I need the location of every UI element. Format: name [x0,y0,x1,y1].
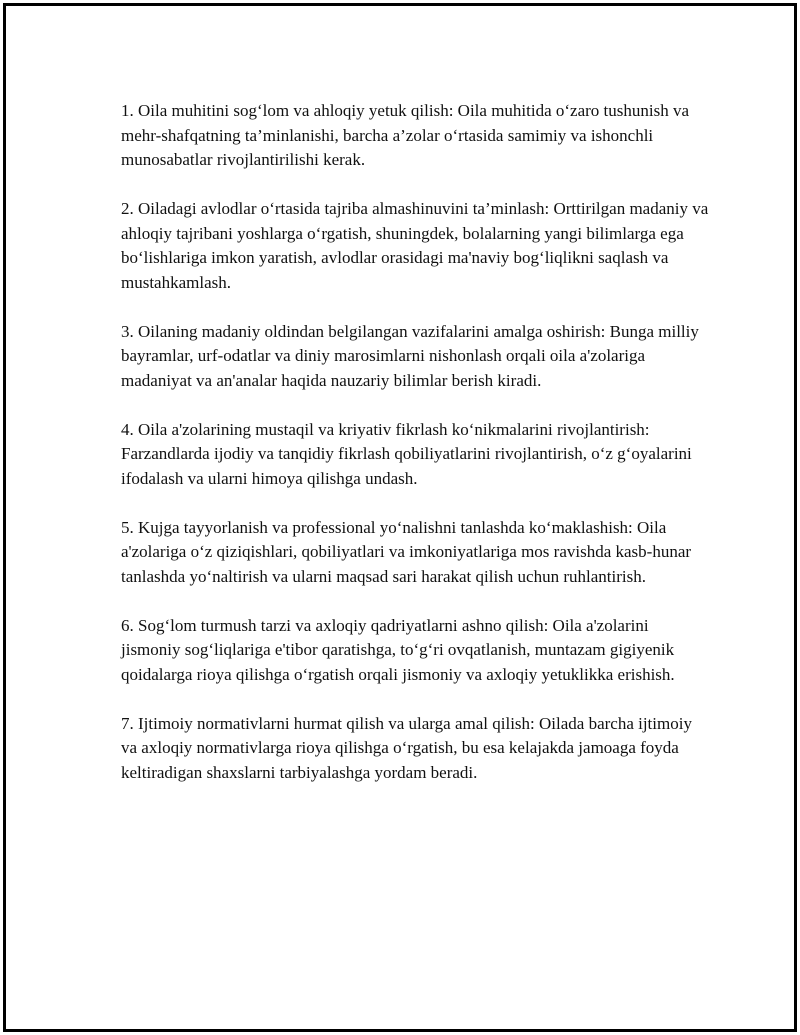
list-item: 4. Oila a'zolarining mustaqil va kriyativ fikrlash ko‘nikmalarini rivojlantirish: Farzandlarda ijodiy va tanqidiy fikrlash qobiliyatlarini rivojlantirish, o‘z g‘oyalarini ifodalash va ularni himoya qilishga undash. [121,419,692,488]
list-item: 1. Oila muhitini sog‘lom va ahloqiy yetuk qilish: Oila muhitida o‘zaro tushunish va mehr-shafqatning ta’minlanishi, barcha a’zolar o‘rtasida samimiy va ishonchli munosabatlar rivojlantirilishi kerak. [121,101,690,169]
list-item: 7. Ijtimoiy normativlarni hurmat qilish va ularga amal qilish: Oilada barcha ijtimoiy va axloqiy normativlarga rioya qilishga o‘rgatish, bu esa kelajakda jamoaga foyda keltiradigan shaxslarni tarbiyalashga yordam beradi. [121,713,692,782]
list-item: 6. Sog‘lom turmush tarzi va axloqiy qadriyatlarni ashno qilish: Oila a'zolarini jismoniy sog‘liqlariga e'tibor qaratishga, to‘g‘ri ovqatlanish, muntazam gigiyenik qoidalarga rioya qilishga o‘rgatish orqali jismoniy va axloqiy yetuklikka erishish. [121,615,675,684]
list-item: 2. Oiladagi avlodlar o‘rtasida tajriba almashinuvini ta’minlash: Orttirilgan madaniy va ahloqiy tajribani yoshlarga o‘rgatish, shuningdek, bolalarning yangi bilimlarga ega bo‘lishlariga imkon yaratish, avlodlar orasidagi ma'naviy bog‘liqlikni saqlash va mustahkamlash. [121,199,709,292]
document-body [121,99,711,810]
page-border [3,3,797,1032]
list-item: 5. Kujga tayyorlanish va professional yo‘nalishni tanlashda ko‘maklashish: Oila a'zolariga o‘z qiziqishlari, qobiliyatlari va imkoniyatlariga mos ravishda kasb-hunar tanlashda yo‘naltirish va ularni maqsad sari harakat qilish uchun ruhlantirish. [121,517,692,586]
list-item: 3. Oilaning madaniy oldindan belgilangan vazifalarini amalga oshirish: Bunga milliy bayramlar, urf-odatlar va diniy marosimlarni nishonlash orqali oila a'zolariga madaniyat va an'analar haqida nauzariy bilimlar berish kiradi. [121,321,699,390]
